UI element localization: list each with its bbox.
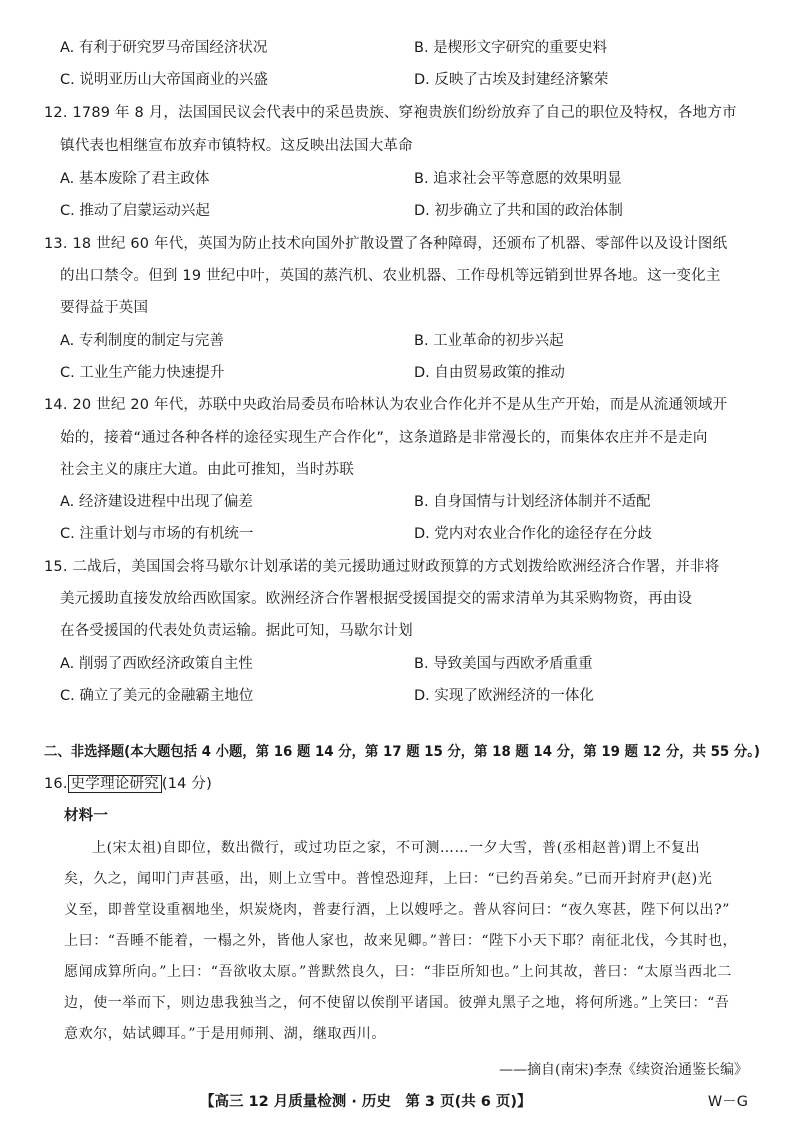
q12-stem-line-2: 镇代表也相继宣布放弃市镇特权。这反映出法国大革命 xyxy=(60,138,413,154)
q14-stem-line-3: 社会主义的康庄大道。由此可推知，当时苏联 xyxy=(60,462,354,478)
q14-option-a: A. 经济建设进程中出现了偏差 xyxy=(60,494,253,510)
q15-stem-line-1: 15. 二战后，美国国会将马歇尔计划承诺的美元援助通过财政预算的方式划拨给欧洲经济合作署，并非将 xyxy=(44,559,720,575)
q12-option-b: B. 追求社会平等意愿的效果明显 xyxy=(414,171,622,187)
q15-option-b: B. 导致美国与西欧矛盾重重 xyxy=(414,656,593,672)
footer-code: W－G xyxy=(707,1094,748,1110)
q14-option-c: C. 注重计划与市场的有机统一 xyxy=(60,526,254,542)
q13-option-d: D. 自由贸易政策的推动 xyxy=(414,365,565,381)
q11-option-c: C. 说明亚历山大帝国商业的兴盛 xyxy=(60,72,268,88)
q16-material-line: 愿闻成算所向。”上曰：“吾欲收太原。”普默然良久，曰：“非臣所知也。”上问其故，普曰：“太原当西北二 xyxy=(64,964,732,980)
q13-option-c: C. 工业生产能力快速提升 xyxy=(60,365,225,381)
q16-material-line: 义至，即普堂设重裀地坐，炽炭烧肉，普妻行酒，上以嫂呼之。普从容问曰：“夜久寒甚，陛下何以出?” xyxy=(64,902,731,918)
q13-stem-line-1: 13. 18 世纪 60 年代，英国为防止技术向国外扩散设置了各种障碍，还颁布了机器、零部件以及设计图纸 xyxy=(44,236,728,252)
q14-stem-line-1: 14. 20 世纪 20 年代，苏联中央政治局委员布哈林认为农业合作化并不是从生产开始，而是从流通领域开 xyxy=(44,397,728,413)
q13-option-b: B. 工业革命的初步兴起 xyxy=(414,333,564,349)
q14-stem-line-2: 始的，接着“通过各种各样的途径实现生产合作化”，这条道路是非常漫长的，而集体农庄并不是走向 xyxy=(60,430,708,446)
q16-material-line: 上曰：“吾睡不能着，一榻之外，皆他人家也，故来见卿。”普曰：“陛下小天下耶？南征北伐，今其时也， xyxy=(64,933,738,949)
q16-material-line: 矣，久之，闻叩门声甚亟，出，则上立雪中。普惶恐迎拜，上曰：“已约吾弟矣。”已而开封府尹(赵)光 xyxy=(64,871,713,887)
q15-option-d: D. 实现了欧洲经济的一体化 xyxy=(414,688,594,704)
q12-stem-line-1: 12. 1789 年 8 月，法国国民议会代表中的采邑贵族、穿袍贵族们纷纷放弃了自己的职位及特权，各地方市 xyxy=(44,105,737,121)
q11-option-b: B. 是楔形文字研究的重要史料 xyxy=(414,40,608,56)
q16-topic-tag: 史学理论研究 xyxy=(68,775,162,793)
q13-stem-line-2: 的出口禁令。但到 19 世纪中叶，英国的蒸汽机、农业机器、工作母机等远销到世界各地。这一变化主 xyxy=(60,268,721,284)
q14-option-d: D. 党内对农业合作化的途径存在分歧 xyxy=(414,526,652,542)
q15-option-a: A. 削弱了西欧经济政策自主性 xyxy=(60,656,253,672)
q16-material-line: 意欢尔，姑试卿耳。”于是用师荆、湖，继取西川。 xyxy=(64,1026,386,1042)
q16-material-line: 上(宋太祖)自即位，数出微行，或过功臣之家，不可测……一夕大雪，普(丞相赵普)谓上不复出 xyxy=(92,840,701,856)
footer-title: 【高三 12 月质量检测 · 历史 第 3 页(共 6 页)】 xyxy=(200,1094,532,1110)
q15-option-c: C. 确立了美元的金融霸主地位 xyxy=(60,688,254,704)
q16-header xyxy=(44,774,212,794)
q12-option-d: D. 初步确立了共和国的政治体制 xyxy=(414,203,623,219)
q16-score: (14 分) xyxy=(161,776,212,792)
q16-material-label: 材料一 xyxy=(64,808,109,824)
q16-material-line: 边，使一举而下，则边患我独当之，何不使留以俟削平诸国。彼弹丸黑子之地，将何所逃。”上笑曰：“吾 xyxy=(64,995,730,1011)
q12-option-a: A. 基本废除了君主政体 xyxy=(60,171,210,187)
section-2-heading: 二、非选择题(本大题包括 4 小题，第 16 题 14 分，第 17 题 15 分，第 18 题 14 分，第 19 题 12 分，共 55 分。) xyxy=(44,744,760,760)
q13-stem-line-3: 要得益于英国 xyxy=(60,300,149,316)
q16-material-source: ——摘自(南宋)李焘《续资治通鉴长编》 xyxy=(499,1062,748,1078)
q11-option-d: D. 反映了古埃及封建经济繁荣 xyxy=(414,72,609,88)
q12-option-c: C. 推动了启蒙运动兴起 xyxy=(60,203,210,219)
q15-stem-line-2: 美元援助直接发放给西欧国家。欧洲经济合作署根据受援国提交的需求清单为其采购物资，再由设 xyxy=(60,591,693,607)
q14-option-b: B. 自身国情与计划经济体制并不适配 xyxy=(414,494,651,510)
q11-option-a: A. 有利于研究罗马帝国经济状况 xyxy=(60,40,268,56)
q13-option-a: A. 专利制度的制定与完善 xyxy=(60,333,224,349)
q15-stem-line-3: 在各受援国的代表处负责运输。据此可知，马歇尔计划 xyxy=(60,623,413,639)
q16-number: 16. xyxy=(44,776,68,792)
